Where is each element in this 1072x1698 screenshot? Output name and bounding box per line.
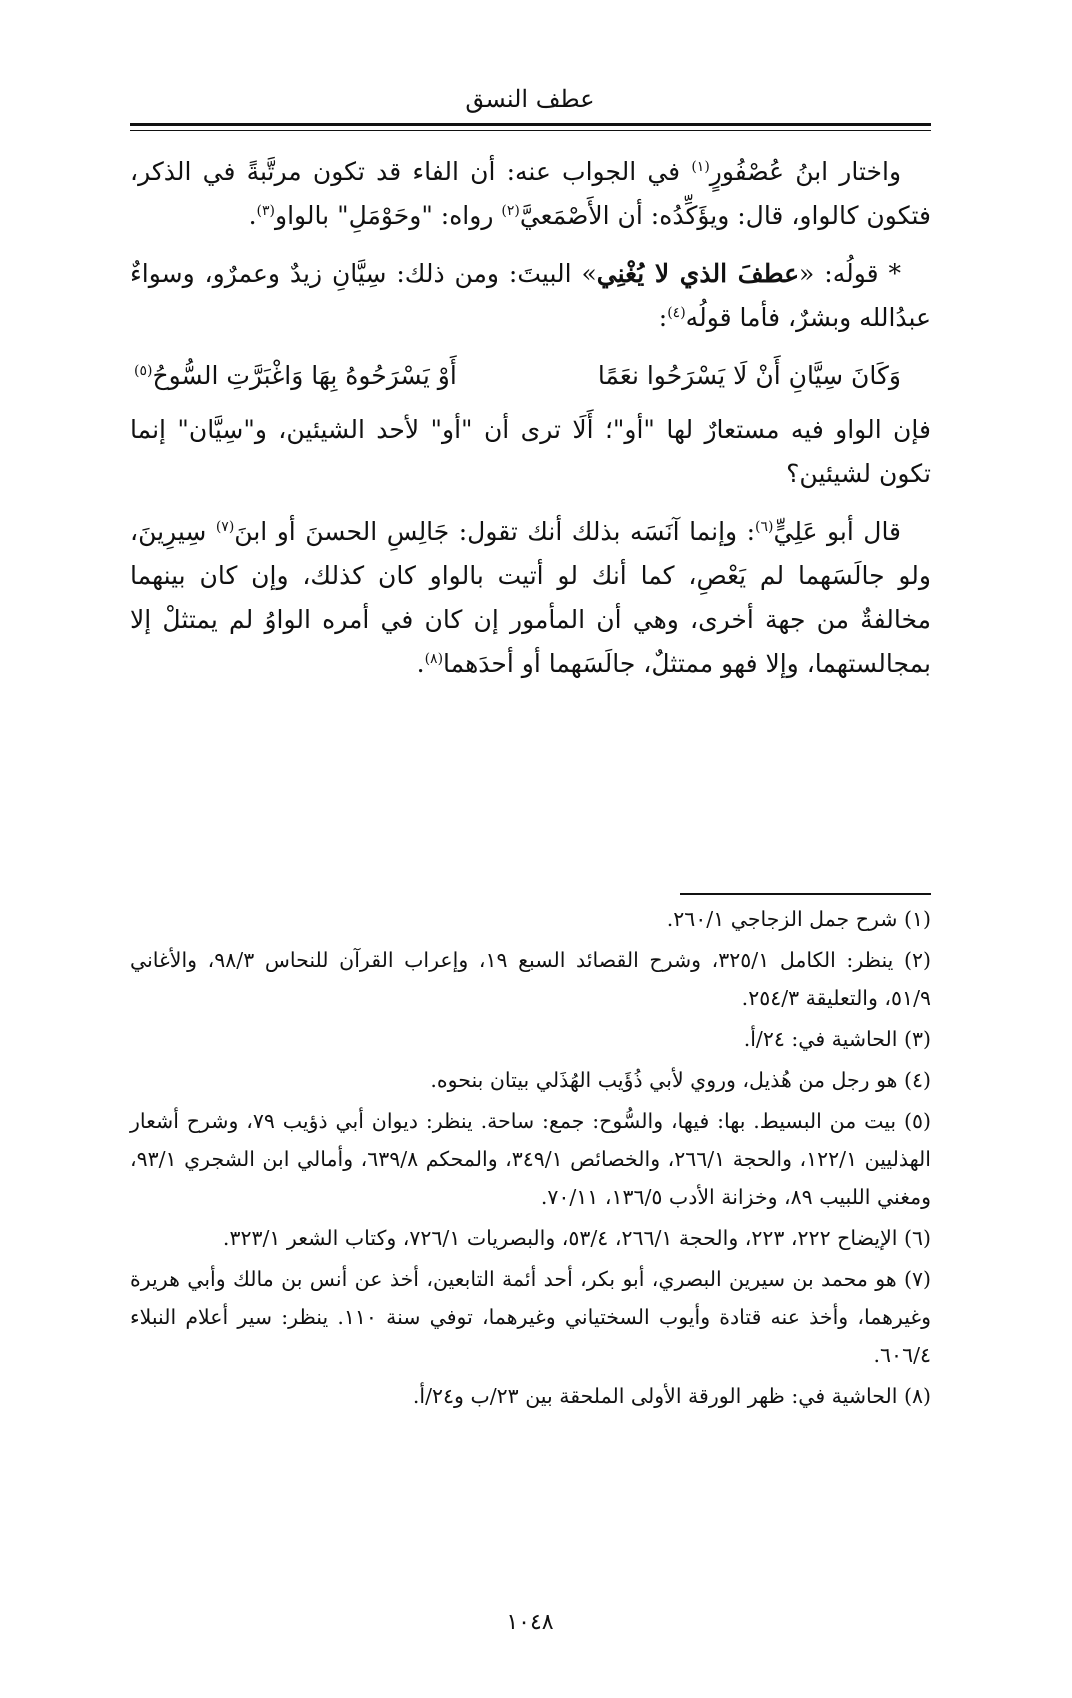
footnote-4: (٤) هو رجل من هُذيل، وروي لأبي ذُؤَيب الهُذَلي بيتان بنحوه. (430, 1068, 931, 1092)
header-rule-thin (130, 130, 931, 131)
footnote-ref-4[interactable]: (٤) (667, 305, 686, 321)
footnote-ref-8[interactable]: (٨) (424, 651, 444, 667)
paragraph-2-text-b: » البيتَ: ومن ذلك: سِيَّانِ زيدٌ وعمرٌو، وسواءٌ عبدُالله وبشرٌ، فأما قولُه (130, 259, 931, 332)
footnote-7: (٧) هو محمد بن سيرين البصري، أبو بكر، أحد أئمة التابعين، أخذ عن أنس بن مالك وأبي هريرة وغيرهما، وأخذ عنه قتادة وأيوب السختياني وغيرهما، توفي سنة ١١٠. ينظر: سير أعلام النبلاء ٦٠٦/٤. (130, 1267, 931, 1367)
footnote-2: (٢) ينظر: الكامل ٣٢٥/١، وشرح القصائد السبع ١٩، وإعراب القرآن للنحاس ٩٨/٣، والأغاني ٥١/٩، والتعليقة ٢٥٤/٣. (130, 948, 931, 1010)
paragraph-4-text-c: سِيرِينَ، ولو جالَسَهما لم يَعْصِ، كما أنك لو أتيت بالواو كان كذلك، وإن كان بينهما مخالفةٌ من جهة أخرى، وهي أن المأمور إن كان في أمره الواوُ لم يمتثلْ إلا بمجالستهما، وإلا فهو ممتثلٌ، جالَسَهما أو أحدَهما (130, 517, 931, 678)
footnote-3: (٣) الحاشية في: ٢٤/أ. (743, 1027, 931, 1051)
footnote-ref-7[interactable]: (٧) (215, 519, 235, 535)
footnotes (130, 900, 931, 1418)
footnote-ref-5[interactable]: (٥) (134, 363, 153, 379)
footnote-separator (680, 893, 931, 895)
paragraph-1-text-b: في الجواب عنه: أن الفاء قد تكون مرتَّبةً في الذكر، فتكون كالواو، قال: ويؤَكِّدُه: أن الأَصْمَعيَّ (130, 157, 931, 230)
paragraph-1-text-d: . (248, 201, 257, 230)
quoted-lemma: عطفَ الذي لا يُغْنِي (596, 259, 800, 288)
footnote-ref-3[interactable]: (٣) (256, 203, 275, 219)
verse-second-hemistich-wrap (134, 354, 457, 398)
footnote-ref-6[interactable]: (٦) (755, 519, 774, 535)
paragraph-1-text-a: واختار ابنُ عُصْفُورٍ (709, 157, 902, 186)
paragraph-2-text-a: * قولُه: « (799, 259, 902, 288)
paragraph-4-text-a: قال أبو عَلِيٍّ (773, 517, 902, 546)
footnote-5: (٥) بيت من البسيط. بها: فيها، والسُّوح: جمع: ساحة. ينظر: ديوان أبي ذؤيب ٧٩، وشرح أشعار الهذليين ١٢٢/١، والحجة ٢٦٦/١، والخصائص ٣٤٩/١، والمحكم ٦٣٩/٨، وأمالي ابن الشجري ٩٣/١، ومغني اللبيب ٨٩، وخزانة الأدب ١٣٦/٥، ٧٠/١١. (130, 1109, 931, 1209)
paragraph-1-text-c: رواه: "وحَوْمَلِ" بالواو (275, 201, 502, 230)
poetry-verse (130, 354, 931, 398)
paragraph-4 (130, 510, 931, 686)
verse-first-hemistich: وَكَانَ سِيَّانِ أَنْ لَا يَسْرَحُوا نعَمًا (597, 361, 901, 390)
footnote-ref-2[interactable]: (٢) (501, 203, 520, 219)
paragraph-2-text-c: : (658, 303, 668, 332)
paragraph-4-text-b: : وإنما آنَسَه بذلك أنك تقول: جَالِسِ الحسنَ أو ابنَ (234, 517, 756, 546)
main-text (130, 150, 931, 706)
footnote-1: (١) شرح جمل الزجاجي ٢٦٠/١. (666, 907, 931, 931)
header-rule-thick (130, 123, 931, 126)
footnote-ref-1[interactable]: (١) (691, 159, 710, 175)
footnote-6: (٦) الإيضاح ٢٢٢، ٢٢٣، والحجة ٢٦٦/١، ٥٣/٤، والبصريات ٧٢٦/١، وكتاب الشعر ٣٢٣/١. (222, 1226, 931, 1250)
paragraph-3: فإن الواو فيه مستعارٌ لها "أو"؛ أَلَا ترى أن "أو" لأحد الشيئين، و"سِيَّان" إنما تكون لشيئين؟ (130, 415, 931, 488)
paragraph-1 (130, 150, 931, 238)
paragraph-2 (130, 252, 931, 340)
verse-second-hemistich: أَوْ يَسْرَحُوهُ بِهَا وَاغْبَرَّتِ السُّوحُ (152, 361, 457, 390)
paragraph-4-text-d: . (416, 649, 425, 678)
running-head: عطف النسق (465, 85, 595, 113)
footnote-8: (٨) الحاشية في: ظهر الورقة الأولى الملحقة بين ٢٣/ب و٢٤/أ. (412, 1384, 931, 1408)
page-number: ١٠٤٨ (506, 1610, 554, 1635)
